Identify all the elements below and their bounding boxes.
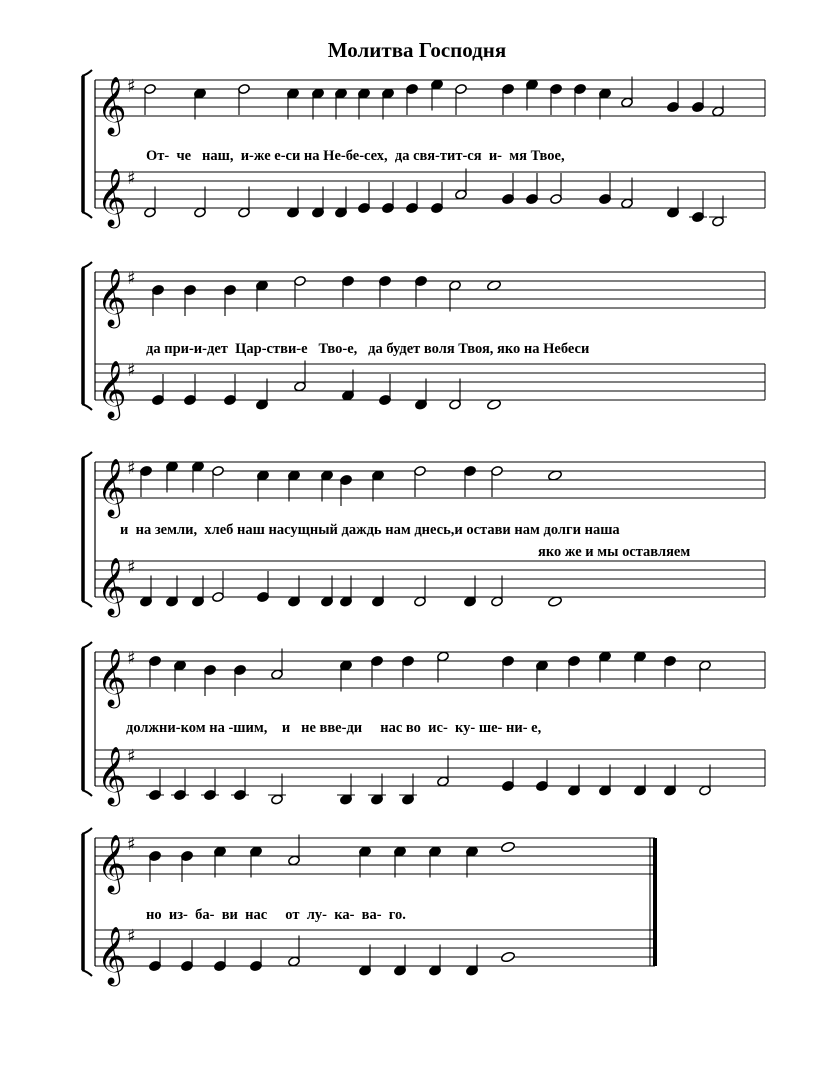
note-head — [406, 203, 419, 214]
note-head — [144, 84, 157, 95]
note-head — [340, 660, 353, 671]
treble-clef-icon: 𝄞 — [97, 76, 127, 134]
note-head — [321, 470, 334, 481]
note-head — [271, 794, 284, 805]
note-head — [621, 97, 634, 108]
note-head — [181, 851, 194, 862]
note-head — [414, 596, 427, 607]
note-head — [256, 280, 269, 291]
bracket-hook-bottom — [82, 790, 92, 796]
note-head — [414, 466, 427, 477]
note-head — [382, 88, 395, 99]
note-head — [224, 395, 237, 406]
note-head — [371, 794, 384, 805]
note-head — [402, 656, 415, 667]
note-head — [234, 665, 247, 676]
note-head — [431, 203, 444, 214]
lyric-line-3b: яко же и мы оставляем — [538, 544, 691, 560]
note-head — [455, 84, 468, 95]
note-head — [149, 851, 162, 862]
note-head — [312, 207, 325, 218]
note-head — [699, 785, 712, 796]
note-head — [599, 88, 612, 99]
note-head — [379, 395, 392, 406]
note-head — [238, 207, 251, 218]
note-head — [214, 846, 227, 857]
note-head — [342, 276, 355, 287]
note-head — [257, 470, 270, 481]
note-head — [192, 461, 205, 472]
note-head — [194, 88, 207, 99]
note-head — [491, 596, 504, 607]
note-head — [166, 461, 179, 472]
note-head — [712, 216, 725, 227]
bracket-hook-bottom — [82, 404, 92, 410]
note-head — [204, 665, 217, 676]
treble-clef-icon: 𝄞 — [97, 360, 127, 418]
note-head — [144, 207, 157, 218]
note-head — [250, 961, 263, 972]
lyric-line-5: но из- ба- ви нас от лу- ка- ва- го. — [146, 907, 406, 923]
note-head — [502, 84, 515, 95]
note-head — [340, 475, 353, 486]
note-head — [431, 79, 444, 90]
note-head — [667, 207, 680, 218]
treble-clef-icon: 𝄞 — [97, 557, 127, 615]
note-head — [340, 794, 353, 805]
note-head — [502, 194, 515, 205]
note-head — [321, 596, 334, 607]
note-head — [287, 88, 300, 99]
note-head — [140, 466, 153, 477]
note-head — [140, 596, 153, 607]
bracket-hook-bottom — [82, 970, 92, 976]
note-head — [550, 194, 563, 205]
note-head — [194, 207, 207, 218]
note-head — [406, 84, 419, 95]
note-head — [429, 846, 442, 857]
sharp-key-signature-icon: ♯ — [127, 360, 136, 381]
note-head — [449, 399, 462, 410]
note-head — [664, 785, 677, 796]
note-head — [335, 88, 348, 99]
note-head — [667, 102, 680, 113]
note-head — [288, 596, 301, 607]
bracket-hook-top — [82, 452, 92, 458]
note-head — [358, 88, 371, 99]
note-head — [536, 781, 549, 792]
note-head — [152, 285, 165, 296]
note-head — [550, 84, 563, 95]
note-head — [501, 841, 516, 853]
note-head — [402, 794, 415, 805]
lyric-line-1: От- че наш, и-же е-си на Не-бе-сех, да свя-тит-ся и- мя Твое, — [146, 148, 565, 164]
note-head — [294, 276, 307, 287]
note-head — [455, 189, 468, 200]
note-head — [449, 280, 462, 291]
sharp-key-signature-icon: ♯ — [127, 648, 136, 669]
note-head — [224, 285, 237, 296]
note-head — [466, 846, 479, 857]
treble-clef-icon: 𝄞 — [97, 458, 127, 516]
note-head — [502, 781, 515, 792]
bracket-hook-top — [82, 262, 92, 268]
note-head — [574, 84, 587, 95]
note-head — [250, 846, 263, 857]
lyric-line-2: да при-и-дет Цар-стви-е Тво-е, да будет воля Твоя, яко на Небеси — [146, 341, 590, 357]
note-head — [568, 656, 581, 667]
lyric-line-4: должни-ком на -шим, и не вве-ди нас во ис- ку- ше- ни- е, — [126, 720, 542, 736]
note-head — [342, 390, 355, 401]
note-head — [212, 466, 225, 477]
note-head — [358, 203, 371, 214]
note-head — [340, 596, 353, 607]
note-head — [212, 592, 225, 603]
note-head — [149, 961, 162, 972]
note-head — [335, 207, 348, 218]
bracket-hook-bottom — [82, 601, 92, 607]
sharp-key-signature-icon: ♯ — [127, 458, 136, 479]
treble-clef-icon: 𝄞 — [97, 926, 127, 984]
note-head — [379, 276, 392, 287]
sharp-key-signature-icon: ♯ — [127, 926, 136, 947]
bracket-hook-top — [82, 642, 92, 648]
note-head — [699, 660, 712, 671]
note-head — [149, 656, 162, 667]
note-head — [288, 956, 301, 967]
note-head — [712, 106, 725, 117]
note-head — [464, 466, 477, 477]
note-head — [372, 596, 385, 607]
note-head — [466, 965, 479, 976]
note-head — [359, 846, 372, 857]
note-head — [382, 203, 395, 214]
treble-clef-icon: 𝄞 — [97, 268, 127, 326]
sharp-key-signature-icon: ♯ — [127, 76, 136, 97]
note-head — [371, 656, 384, 667]
note-head — [372, 470, 385, 481]
note-head — [634, 651, 647, 662]
note-head — [256, 399, 269, 410]
note-head — [192, 596, 205, 607]
note-head — [568, 785, 581, 796]
note-head — [599, 651, 612, 662]
note-head — [287, 207, 300, 218]
note-head — [359, 965, 372, 976]
treble-clef-icon: 𝄞 — [97, 746, 127, 804]
note-head — [184, 285, 197, 296]
note-head — [394, 965, 407, 976]
note-head — [257, 592, 270, 603]
note-head — [599, 194, 612, 205]
note-head — [394, 846, 407, 857]
lyric-line-3: и на земли, хлеб наш насущный даждь нам днесь,и остави нам долги наша — [120, 522, 620, 538]
note-head — [692, 102, 705, 113]
note-head — [181, 961, 194, 972]
note-head — [166, 596, 179, 607]
sharp-key-signature-icon: ♯ — [127, 834, 136, 855]
note-head — [152, 395, 165, 406]
note-head — [634, 785, 647, 796]
treble-clef-icon: 𝄞 — [97, 648, 127, 706]
note-head — [174, 660, 187, 671]
note-head — [526, 79, 539, 90]
note-head — [437, 776, 450, 787]
bracket-hook-top — [82, 828, 92, 834]
note-head — [214, 961, 227, 972]
note-head — [437, 651, 450, 662]
note-head — [429, 965, 442, 976]
note-head — [491, 466, 504, 477]
note-head — [502, 656, 515, 667]
note-head — [271, 669, 284, 680]
note-head — [536, 660, 549, 671]
note-head — [288, 855, 301, 866]
sharp-key-signature-icon: ♯ — [127, 746, 136, 767]
treble-clef-icon: 𝄞 — [97, 834, 127, 892]
treble-clef-icon: 𝄞 — [97, 168, 127, 226]
sharp-key-signature-icon: ♯ — [127, 557, 136, 578]
note-head — [184, 395, 197, 406]
note-head — [599, 785, 612, 796]
note-head — [415, 399, 428, 410]
sharp-key-signature-icon: ♯ — [127, 268, 136, 289]
note-head — [621, 198, 634, 209]
note-head — [312, 88, 325, 99]
note-head — [501, 951, 516, 963]
sharp-key-signature-icon: ♯ — [127, 168, 136, 189]
note-head — [294, 381, 307, 392]
page-title: Молитва Господня — [327, 38, 507, 62]
note-head — [664, 656, 677, 667]
note-head — [238, 84, 251, 95]
note-head — [526, 194, 539, 205]
bracket-hook-top — [82, 70, 92, 76]
note-head — [288, 470, 301, 481]
note-head — [464, 596, 477, 607]
bracket-hook-bottom — [82, 212, 92, 218]
note-head — [415, 276, 428, 287]
